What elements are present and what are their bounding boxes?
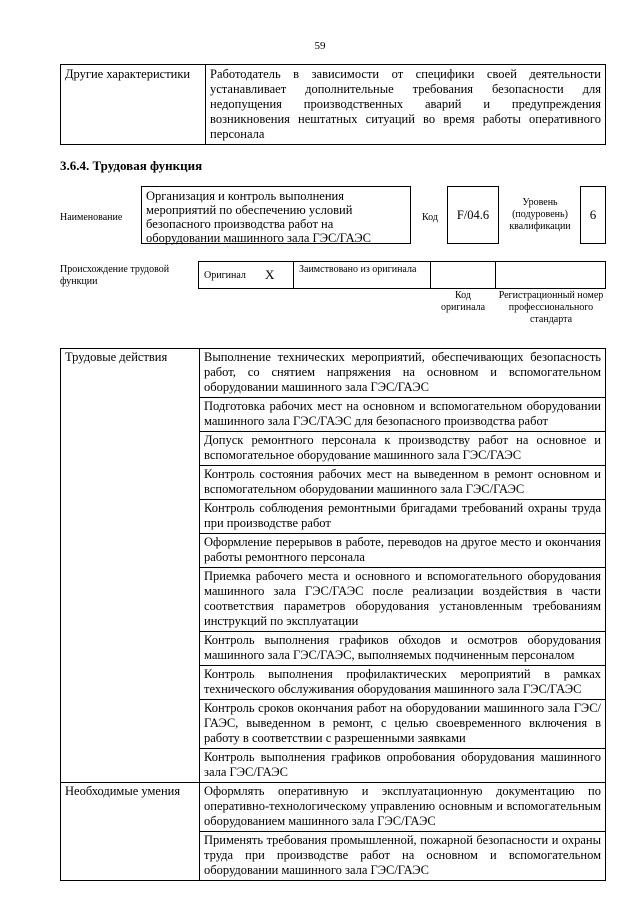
code-label: Код bbox=[422, 212, 438, 223]
level-value: 6 bbox=[589, 207, 597, 222]
borrowed-label: Заимствовано из оригинала bbox=[299, 264, 417, 275]
labor-function-table bbox=[60, 348, 606, 881]
labor-action-item: Контроль соблюдения ремонтными бригадами требований охраны труда при производстве работ bbox=[200, 500, 606, 534]
level-label: Уровень (подуровень) квалификации bbox=[509, 197, 571, 232]
reg-number-caption: Регистрационный номер профессионального стандарта bbox=[498, 290, 604, 325]
labor-action-item: Подготовка рабочих мест на основном и вспомогательном оборудовании машинного зала ГЭС/ГАЭС для безопасного производства работ bbox=[200, 398, 606, 432]
reg-number-box bbox=[495, 261, 606, 289]
labor-action-item: Оформление перерывов в работе, переводов на другое место и окончания работы ремонтного персонала bbox=[200, 534, 606, 568]
labor-action-item: Контроль сроков окончания работ на оборудовании машинного зала ГЭС/ГАЭС, выведенном в ремонт, с целью своевременного включения в работу в соответствии с разрешенными заявками bbox=[200, 700, 606, 749]
section-title: 3.6.4. Трудовая функция bbox=[60, 158, 203, 173]
labor-action-item: Допуск ремонтного персонала к производству работ на основное и вспомогательное оборудование машинного зала ГЭС/ГАЭС bbox=[200, 432, 606, 466]
labor-action-item: Контроль выполнения графиков опробования оборудования машинного зала ГЭС/ГАЭС bbox=[200, 749, 606, 783]
function-name: Организация и контроль выполнения мероприятий по обеспечению условий безопасного производства работ на оборудовании машинного зала ГЭС/ГАЭС bbox=[146, 189, 371, 245]
origin-label: Происхождение трудовой функции bbox=[60, 264, 170, 287]
skill-item: Применять требования промышленной, пожарной безопасности и охраны труда при производстве работ на основном и вспомогательном оборудовании машинного зала ГЭС/ГАЭС bbox=[200, 832, 606, 881]
other-characteristics-text: Работодатель в зависимости от специфики своей деятельности устанавливает дополнительные требования безопасности для недопущения производственных аварий и предупреждения возникновения нештатных ситуаций во время работы оперативного персонала bbox=[206, 65, 606, 145]
other-characteristics-label: Другие характеристики bbox=[61, 65, 206, 145]
borrowed-box bbox=[293, 261, 431, 289]
labor-action-item: Контроль состояния рабочих мест на выведенном в ремонт основном и вспомогательном оборудовании машинного зала ГЭС/ГАЭС bbox=[200, 466, 606, 500]
page-number: 59 bbox=[314, 40, 326, 52]
code-original-box bbox=[430, 261, 496, 289]
labor-action-item: Контроль выполнения профилактических мероприятий в рамках технического обслуживания оборудования машинного зала ГЭС/ГАЭС bbox=[200, 666, 606, 700]
name-label: Наименование bbox=[60, 212, 123, 223]
level-value-box bbox=[580, 186, 606, 244]
required-skills-label: Необходимые умения bbox=[61, 783, 200, 881]
original-box bbox=[198, 261, 294, 289]
function-code: F/04.6 bbox=[456, 207, 490, 222]
code-original-caption: Код оригинала bbox=[440, 290, 486, 313]
table-row bbox=[61, 783, 606, 832]
function-code-box bbox=[447, 186, 499, 244]
other-characteristics-table bbox=[60, 64, 606, 145]
labor-action-item: Приемка рабочего места и основного и вспомогательного оборудования машинного зала ГЭС/ГАЭС после реализации воздействия в части соответствия параметров оборудования установленным требованиям инструкций по эксплуатации bbox=[200, 568, 606, 632]
function-name-box bbox=[141, 186, 411, 244]
skill-item: Оформлять оперативную и эксплуатационную документацию по оперативно-технологическому управлению основным и вспомогательным оборудованием машинного зала ГЭС/ГАЭС bbox=[200, 783, 606, 832]
original-mark: X bbox=[265, 267, 275, 282]
labor-actions-label: Трудовые действия bbox=[61, 349, 200, 783]
table-row bbox=[61, 65, 606, 145]
labor-action-item: Выполнение технических мероприятий, обеспечивающих безопасность работ, со снятием напряжения на основном и вспомогательном оборудовании машинного зала ГЭС/ГАЭС bbox=[200, 349, 606, 398]
original-label: Оригинал bbox=[204, 270, 246, 281]
labor-action-item: Контроль выполнения графиков обходов и осмотров оборудования машинного зала ГЭС/ГАЭС, выполняемых подчиненным персоналом bbox=[200, 632, 606, 666]
table-row bbox=[61, 349, 606, 398]
